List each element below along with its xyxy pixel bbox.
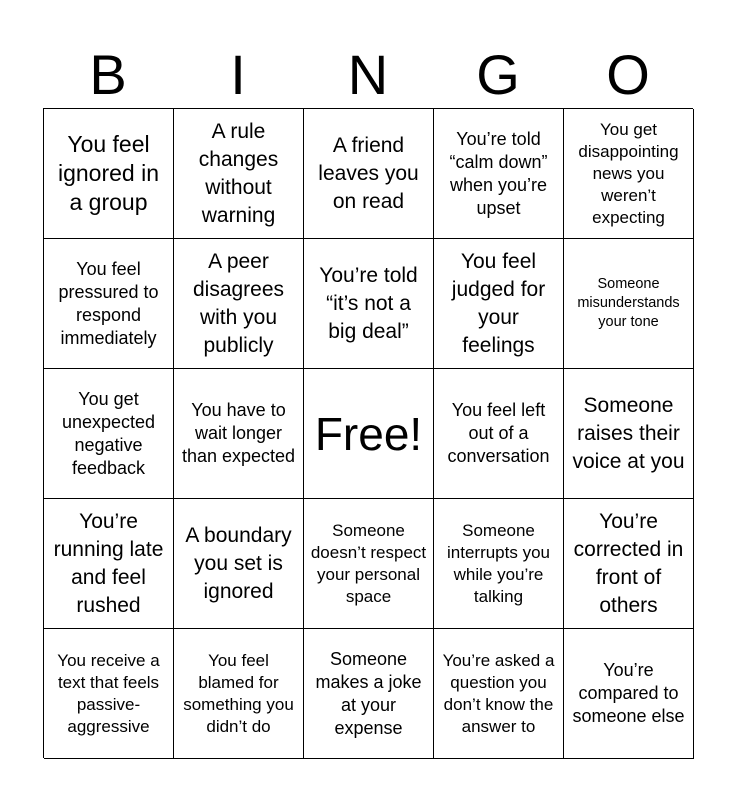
free-space-cell[interactable]	[304, 369, 434, 499]
header-letter-g: G	[476, 43, 520, 106]
bingo-cell-r3-c2[interactable]	[174, 369, 304, 499]
bingo-cell-r5-c3[interactable]	[304, 629, 434, 759]
cell-text: Someone interrupts you while you’re talking	[447, 520, 550, 606]
bingo-cell-r1-c4[interactable]	[434, 109, 564, 239]
bingo-cell-r2-c3[interactable]	[304, 239, 434, 369]
bingo-header	[43, 44, 693, 106]
bingo-cell-r2-c4[interactable]	[434, 239, 564, 369]
bingo-cell-r4-c2[interactable]	[174, 499, 304, 629]
cell-text: You get unexpected negative feedback	[61, 388, 156, 478]
bingo-cell-r1-c3[interactable]	[304, 109, 434, 239]
cell-text: Someone raises their voice at you	[572, 393, 685, 473]
cell-text: A rule changes without warning	[198, 119, 279, 227]
bingo-cell-r3-c4[interactable]	[434, 369, 564, 499]
cell-text: You’re told “calm down” when you’re upset	[449, 128, 548, 218]
cell-text: You feel blamed for something you didn’t do	[183, 650, 294, 736]
cell-text: You’re running late and feel rushed	[53, 509, 164, 617]
cell-text: You’re compared to someone else	[572, 660, 685, 726]
cell-text: A peer disagrees with you publicly	[192, 249, 285, 357]
bingo-cell-r4-c4[interactable]	[434, 499, 564, 629]
cell-text: You’re told “it’s not a big deal”	[319, 263, 418, 343]
cell-text: You’re corrected in front of others	[573, 509, 684, 617]
bingo-cell-r4-c5[interactable]	[564, 499, 694, 629]
bingo-cell-r5-c1[interactable]	[44, 629, 174, 759]
header-letter-n: N	[347, 43, 389, 106]
cell-text: You have to wait longer than expected	[181, 400, 296, 466]
cell-text: You feel judged for your feelings	[451, 249, 546, 357]
bingo-cell-r3-c5[interactable]	[564, 369, 694, 499]
cell-text: Someone makes a joke at your expense	[315, 648, 422, 738]
bingo-cell-r5-c2[interactable]	[174, 629, 304, 759]
free-space-text: Free!	[314, 407, 423, 460]
header-letter-i: I	[230, 43, 246, 106]
cell-text: You get disappointing news you weren’t expecting	[578, 119, 679, 227]
cell-text: You feel pressured to respond immediately	[58, 258, 159, 348]
bingo-cell-r3-c1[interactable]	[44, 369, 174, 499]
cell-text: A boundary you set is ignored	[185, 523, 292, 603]
bingo-cell-r5-c4[interactable]	[434, 629, 564, 759]
bingo-cell-r4-c1[interactable]	[44, 499, 174, 629]
cell-text: You’re asked a question you don’t know the answer to	[442, 650, 555, 736]
bingo-cell-r2-c2[interactable]	[174, 239, 304, 369]
bingo-cell-r5-c5[interactable]	[564, 629, 694, 759]
bingo-cell-r1-c2[interactable]	[174, 109, 304, 239]
cell-text: Someone doesn’t respect your personal space	[310, 520, 427, 606]
cell-text: Someone misunderstands your tone	[577, 276, 680, 330]
bingo-cell-r2-c5[interactable]	[564, 239, 694, 369]
bingo-cell-r1-c5[interactable]	[564, 109, 694, 239]
header-letter-b: B	[89, 43, 127, 106]
cell-text: You feel ignored in a group	[57, 131, 160, 215]
cell-text: A friend leaves you on read	[318, 133, 419, 213]
header-letter-o: O	[606, 43, 650, 106]
bingo-cell-r1-c1[interactable]	[44, 109, 174, 239]
bingo-board	[43, 108, 693, 758]
cell-text: You receive a text that feels passive-aggressive	[57, 650, 160, 736]
cell-text: You feel left out of a conversation	[447, 400, 550, 466]
bingo-cell-r2-c1[interactable]	[44, 239, 174, 369]
bingo-cell-r4-c3[interactable]	[304, 499, 434, 629]
